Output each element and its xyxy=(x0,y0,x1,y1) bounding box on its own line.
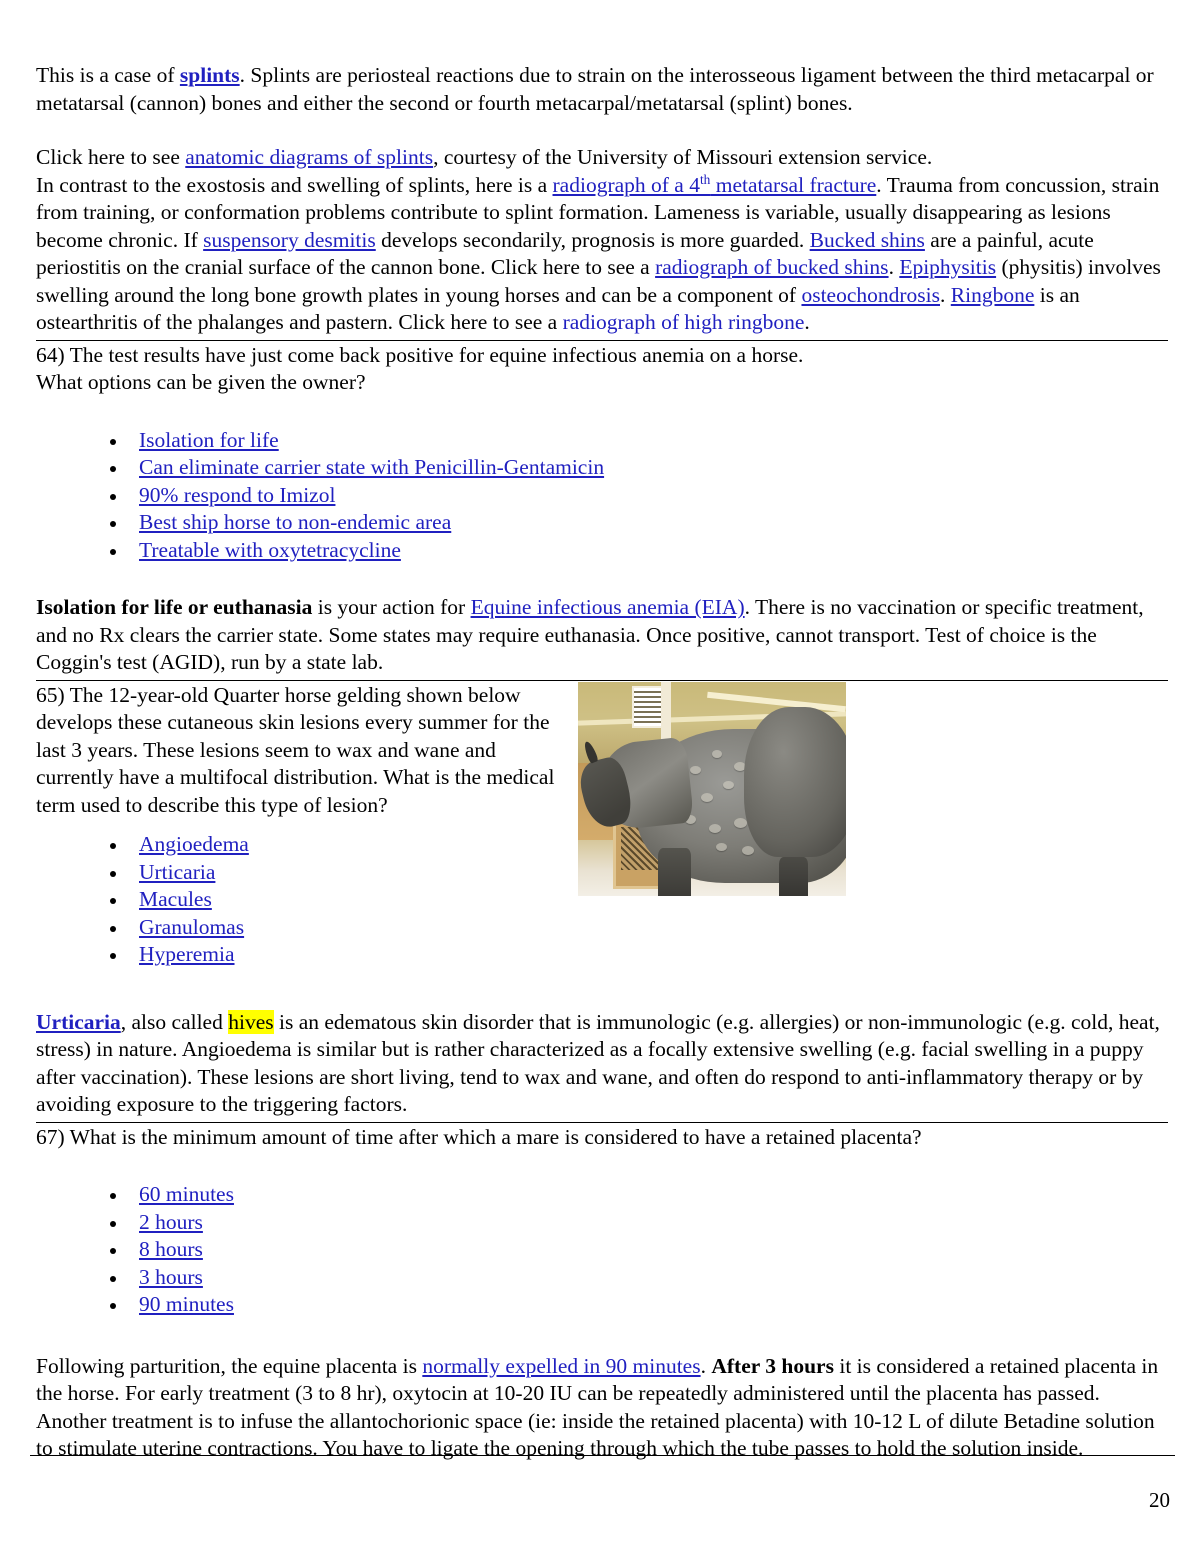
list-item[interactable] xyxy=(108,1291,1168,1319)
urticaria-welt xyxy=(690,766,701,774)
link-radiograph-of-bucked-shins[interactable]: radiograph of bucked shins xyxy=(655,255,889,279)
text-physitis-growth-plates: (physitis) involves swelling around the long bone growth plates in young horses and can be a component of xyxy=(36,255,1161,307)
choice-65-4[interactable]: Granulomas xyxy=(139,914,245,939)
text-period-1: . xyxy=(888,255,900,279)
spacer xyxy=(36,1151,1168,1181)
question-65-stem: 65) The 12-year-old Quarter horse gelding shown below develops these cutaneous skin lesions every summer for the last 3 years. These lesions seem to wax and wane and currently have a multifocal distribution. What is the medical term used to describe this type of lesion? xyxy=(36,682,555,817)
question-67-stem: 67) What is the minimum amount of time after which a mare is considered to have a retained placenta? xyxy=(36,1124,922,1149)
link-radiograph-of-high-ringbone[interactable]: radiograph of high ringbone xyxy=(562,310,805,334)
list-item[interactable] xyxy=(108,831,1168,859)
link-radiograph-4th-metatarsal-fracture[interactable] xyxy=(553,173,877,197)
page-content xyxy=(36,62,1168,1463)
choice-67-5[interactable]: 90 minutes xyxy=(139,1292,234,1316)
list-item[interactable] xyxy=(108,427,1168,455)
text-period-3: . xyxy=(804,310,810,334)
spacer xyxy=(36,117,1168,144)
spacer xyxy=(36,1319,1168,1353)
question-65-choice-list xyxy=(36,831,1168,969)
urticaria-welt xyxy=(712,750,722,758)
link-equine-infectious-anemia-eia[interactable]: Equine infectious anemia (EIA) xyxy=(470,595,745,619)
link-normally-expelled-90-minutes[interactable]: normally expelled in 90 minutes xyxy=(422,1353,701,1378)
urticaria-welt xyxy=(734,818,747,828)
choice-64-2[interactable]: Can eliminate carrier state with Penicillin-Gentamicin xyxy=(139,455,605,479)
list-item[interactable] xyxy=(108,482,1168,510)
section-divider xyxy=(36,680,1168,681)
text-no-vaccination-coggins: . There is no vaccination or specific treatment, and no Rx clears the carrier state. Some states may require euthanasia. Once positive, cannot transport. Test of choice is the Coggin's test (AGID), run by a state lab. xyxy=(36,595,1144,674)
highlight-hives: hives xyxy=(228,1009,274,1034)
text-develops-secondarily: develops secondarily, prognosis is more guarded. xyxy=(375,227,810,252)
text-courtesy-missouri: , courtesy of the University of Missouri extension service. xyxy=(433,145,933,169)
link-radiograph-suffix: metatarsal fracture xyxy=(710,172,877,197)
urticaria-welt xyxy=(723,781,734,789)
choice-65-5[interactable]: Hyperemia xyxy=(139,942,235,966)
section-divider xyxy=(36,340,1168,341)
link-osteochondrosis[interactable]: osteochondrosis xyxy=(801,282,941,307)
text-following-parturition: Following parturition, the equine placenta is xyxy=(36,1353,423,1378)
spacer xyxy=(36,969,1168,1009)
urticaria-welt xyxy=(701,793,713,802)
spacer xyxy=(36,564,1168,594)
text-also-called: , also called xyxy=(120,1009,229,1034)
link-anatomic-diagrams-of-splints[interactable]: anatomic diagrams of splints xyxy=(185,145,434,169)
spacer xyxy=(36,397,1168,427)
choice-67-4[interactable]: 3 hours xyxy=(139,1264,203,1289)
section-divider xyxy=(36,1122,1168,1123)
question-65-answer-paragraph xyxy=(36,1009,1168,1119)
text-period-4: . xyxy=(700,1353,712,1378)
question-67-answer-paragraph xyxy=(36,1353,1168,1463)
choice-64-4[interactable]: Best ship horse to non-endemic area xyxy=(139,510,452,534)
list-item[interactable] xyxy=(108,537,1168,565)
link-epiphysitis[interactable]: Epiphysitis xyxy=(899,255,997,279)
list-item[interactable] xyxy=(108,886,1168,914)
text-period-2: . xyxy=(940,282,951,307)
text-painful-periostitis: are a painful, acute periostitis on the cranial surface of the cannon bone. Click here to see a xyxy=(36,227,1094,279)
text-trauma-from: . Trauma from concussion, strain from training, or conformation problems contribute to splint formation. Lameness is variable, usually disappearing as lesions become chronic. If xyxy=(36,172,1160,252)
footer-divider xyxy=(30,1455,1175,1456)
text-is-your-action: is your action for xyxy=(312,595,471,619)
choice-67-3[interactable]: 8 hours xyxy=(139,1237,203,1261)
choice-67-1[interactable]: 60 minutes xyxy=(139,1182,234,1206)
barn-post xyxy=(661,682,671,746)
choice-65-1[interactable]: Angioedema xyxy=(139,832,249,856)
list-item[interactable] xyxy=(108,509,1168,537)
list-item[interactable] xyxy=(108,1209,1168,1237)
list-item[interactable] xyxy=(108,941,1168,969)
splints-intro-paragraph xyxy=(36,62,1168,117)
choice-65-2[interactable]: Urticaria xyxy=(139,859,216,884)
answer-64-bold-lead: Isolation for life or euthanasia xyxy=(36,595,313,619)
list-item[interactable] xyxy=(108,454,1168,482)
question-64-choice-list xyxy=(36,427,1168,565)
choice-65-3[interactable]: Macules xyxy=(139,887,212,911)
link-ringbone[interactable]: Ringbone xyxy=(950,282,1035,307)
page-number: 20 xyxy=(1149,1488,1170,1512)
text-retained-placenta-treatment: it is considered a retained placenta in the horse. For early treatment (3 to 8 hr), oxytocin at 10-20 IU can be repeatedly administered until the placenta has passed. Another treatment is to infuse the allantochorionic space (ie: inside the retained placenta) with 10-12 L of dilute Betadine solution to stimulate uterine contractions. You have to ligate the opening through which the tube passes to hold the solution inside. xyxy=(36,1353,1159,1460)
answer-67-bold-after-3-hours: After 3 hours xyxy=(711,1353,834,1378)
question-67-choice-list xyxy=(36,1181,1168,1319)
splints-intro-post: . Splints are periosteal reactions due to strain on the interosseous ligament between the third metacarpal or metatarsal (cannon) bones and either the second or fourth metacarpal/metatarsal (splint) bones. xyxy=(36,63,1154,115)
question-64-answer-paragraph xyxy=(36,594,1168,677)
list-item[interactable] xyxy=(108,859,1168,887)
text-edematous-skin-disorder: is an edematous skin disorder that is immunologic (e.g. allergies) or non-immunologic (e.g. cold, heat, stress) in nature. Angioedema is similar but is rather characterized as a focally extensive swelling (e.g. facial swelling in a puppy after vaccination). These lesions are short living, tend to wax and wane, and often do respond to anti-inflammatory therapy or by avoiding exposure to the triggering factors. xyxy=(36,1009,1160,1116)
text-ostearthritis-phalanges: is an ostearthritis of the phalanges and pastern. Click here to see a xyxy=(36,282,1080,334)
link-bucked-shins[interactable]: Bucked shins xyxy=(809,227,925,252)
choice-64-1[interactable]: Isolation for life xyxy=(139,427,279,452)
list-item[interactable] xyxy=(108,914,1168,942)
choice-64-5[interactable]: Treatable with oxytetracycline xyxy=(139,537,401,562)
question-64-stem-line2: What options can be given the owner? xyxy=(36,370,366,394)
splints-intro-pre: This is a case of xyxy=(36,63,180,87)
link-suspensory-desmitis[interactable]: suspensory desmitis xyxy=(203,227,376,252)
link-radiograph-prefix: radiograph of a 4 xyxy=(552,172,700,197)
question-64-stem-line1: 64) The test results have just come back positive for equine infectious anemia on a horse. xyxy=(36,342,804,367)
list-item[interactable] xyxy=(108,1236,1168,1264)
list-item[interactable] xyxy=(108,1264,1168,1292)
link-urticaria-answer[interactable]: Urticaria xyxy=(36,1009,121,1034)
text-in-contrast: In contrast to the exostosis and swelling of splints, here is a xyxy=(36,172,553,197)
splints-detail-paragraph xyxy=(36,144,1168,337)
choice-67-2[interactable]: 2 hours xyxy=(139,1209,203,1234)
link-splints[interactable]: splints xyxy=(179,63,240,87)
list-item[interactable] xyxy=(108,1181,1168,1209)
ordinal-superscript: th xyxy=(699,171,711,187)
choice-64-3[interactable]: 90% respond to Imizol xyxy=(139,482,336,507)
text-click-here-see: Click here to see xyxy=(36,145,186,169)
